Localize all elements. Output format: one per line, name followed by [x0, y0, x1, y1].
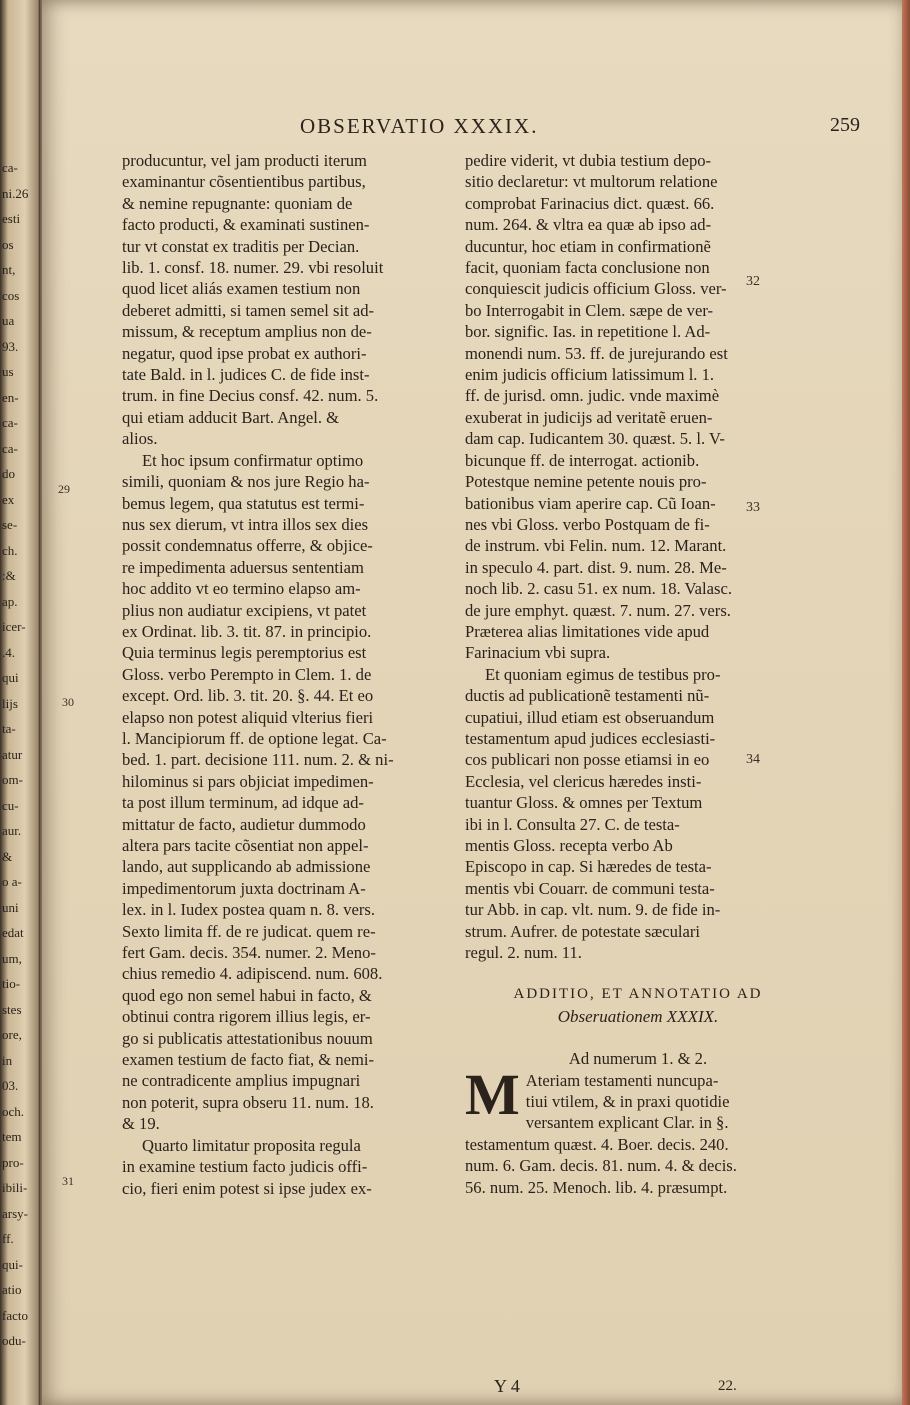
addition-line: num. 6. Gam. decis. 81. num. 4. & decis. — [465, 1156, 737, 1176]
text-line: Farinacium vbi supra. — [465, 643, 611, 663]
sliver-fragment: in — [2, 1052, 13, 1068]
sliver-fragment: stes — [2, 1001, 22, 1017]
sliver-fragment: icer- — [2, 619, 26, 634]
text-line: impedimentorum juxta doctrinam A- — [122, 878, 366, 898]
text-line: simili, quoniam & nos jure Regio ha- — [122, 472, 370, 492]
text-line: bemus legem, qua statutus est termi- — [122, 493, 365, 513]
text-line: nes vbi Gloss. verbo Postquam de fi- — [465, 514, 710, 534]
addition-body — [465, 1061, 811, 1198]
sliver-fragment: edat — [2, 925, 24, 940]
sliver-fragment: lijs — [2, 695, 18, 711]
text-line: & 19. — [122, 1114, 160, 1134]
sliver-fragment: os — [2, 236, 14, 252]
sliver-fragment: ap. — [2, 593, 18, 609]
text-line: cupatiui, illud etiam est obseruandum — [465, 707, 715, 727]
signature-mark: Y 4 — [494, 1376, 520, 1396]
text-line: ductis ad publicationẽ testamenti nũ- — [465, 686, 710, 706]
text-line: mittatur de facto, audietur dummodo — [122, 814, 366, 834]
text-line: except. Ord. lib. 3. tit. 20. §. 44. Et eo — [122, 686, 374, 706]
text-line: bo Interrogabit in Clem. sæpe de ver- — [465, 300, 714, 320]
text-line: testamentum apud judices ecclesiasti- — [465, 728, 716, 748]
addition-line: tiui vtilem, & in praxi quotidie — [525, 1092, 730, 1112]
sliver-fragment: cu- — [2, 797, 19, 813]
sliver-fragment: aur. — [2, 823, 22, 838]
text-line: bed. 1. part. decisione 111. num. 2. & ni- — [122, 750, 394, 770]
text-line: obtinui contra rigorem illius legis, er- — [122, 1007, 371, 1027]
text-line: mentis Gloss. recepta verbo Ab — [465, 836, 673, 855]
margin-number-33: 33 — [746, 500, 760, 515]
margin-number-29: 29 — [58, 482, 70, 496]
sliver-fragment: ff. — [2, 1231, 14, 1246]
sliver-fragment: en- — [2, 389, 19, 405]
text-line: ibi in l. Consulta 27. C. de testa- — [465, 814, 680, 834]
sliver-fragment: 03. — [2, 1078, 19, 1093]
sliver-fragment: do — [2, 466, 15, 481]
addition-subtitle: Obseruationem XXXIX. — [557, 1006, 719, 1026]
sliver-fragment: ex — [2, 491, 15, 507]
addition-line: testamentum quæst. 4. Boer. decis. 240. — [465, 1134, 729, 1154]
sliver-fragment: pro- — [2, 1154, 24, 1170]
sliver-fragment: uni — [2, 899, 19, 915]
text-line: examinantur cõsentientibus partibus, — [122, 172, 366, 192]
text-line: negatur, quod ipse probat ex authori- — [122, 343, 367, 363]
sliver-fragment: ore, — [2, 1027, 22, 1042]
sliver-fragment: ca- — [2, 440, 18, 456]
text-line: dam cap. Iudicantem 30. quæst. 5. l. V- — [465, 429, 725, 449]
sliver-fragment: ca- — [2, 160, 18, 175]
text-line: Gloss. verbo Perempto in Clem. 1. de — [122, 664, 372, 684]
sliver-fragment: qui- — [2, 1256, 23, 1272]
sliver-fragment: och. — [2, 1103, 25, 1119]
text-line: de instrum. vbi Felin. num. 12. Marant. — [465, 536, 727, 556]
margin-number-31: 31 — [62, 1174, 74, 1188]
text-line: go si publicatis attestationibus nouum — [122, 1028, 373, 1048]
text-line: Sexto limita ff. de re judicat. quem re- — [122, 921, 376, 941]
text-line: ff. de jurisd. omn. judic. vnde maximè — [465, 386, 720, 406]
book-page — [42, 0, 908, 1405]
folio-number: 259 — [830, 114, 860, 136]
running-header — [300, 114, 860, 144]
sliver-fragment: arsy- — [2, 1205, 28, 1221]
text-line: tate Bald. in l. judices C. de fide inst- — [122, 365, 370, 385]
text-line: altera pars tacite cõsentiat non appel- — [122, 836, 369, 855]
facing-page-sliver — [0, 0, 40, 1405]
sliver-fragment: ca- — [2, 415, 18, 430]
left-column — [122, 150, 439, 1199]
right-column — [465, 150, 811, 1198]
margin-number-34: 34 — [746, 752, 760, 767]
text-line: tuantur Gloss. & omnes per Textum — [465, 793, 703, 813]
text-line: facto producti, & examinati sustinen- — [122, 215, 370, 235]
sliver-fragment: .4. — [2, 644, 15, 660]
text-line: quod ego non semel habui in facto, & — [122, 985, 372, 1005]
addition-line: Ateriam testamenti nuncupa- — [525, 1070, 719, 1090]
text-line: chius remedio 4. adipiscend. num. 608. — [122, 964, 383, 984]
catchword: 22. — [718, 1378, 737, 1394]
text-line: re impedimenta aduersus sententiam — [122, 557, 364, 577]
text-line: de jure emphyt. quæst. 7. num. 27. vers. — [465, 600, 731, 620]
sliver-fragment: um, — [2, 950, 22, 966]
addition-line: versantem explicant Clar. in §. — [525, 1113, 729, 1133]
text-line: pedire viderit, vt dubia testium depo- — [465, 151, 712, 170]
sliver-fragment: nt, — [2, 262, 16, 277]
text-line: deberet admitti, si tamen semel sit ad- — [122, 300, 375, 320]
sliver-fragment: tem — [2, 1129, 22, 1144]
text-line: Et quoniam egimus de testibus pro- — [485, 664, 721, 684]
text-line: facit, quoniam facta conclusione non — [465, 258, 710, 278]
text-line: exuberat in judicijs ad veritatẽ eruen- — [465, 407, 713, 427]
text-line: conquiescit judicis officium Gloss. ver- — [465, 279, 727, 299]
text-line: lando, aut supplicando ab admissione — [122, 857, 371, 877]
text-line: mentis vbi Couarr. de communi testa- — [465, 878, 715, 898]
sliver-fragment: 93. — [2, 338, 19, 354]
margin-number-30: 30 — [62, 695, 74, 709]
text-line: nus sex dierum, vt intra illos sex dies — [122, 514, 369, 534]
text-line: hoc addito vt eo termino elapso am- — [122, 579, 361, 599]
text-line: qui etiam adducit Bart. Angel. & — [122, 407, 340, 427]
text-line: bicunque ff. de interrogat. actionib. — [465, 450, 700, 470]
sliver-fragment: ibili- — [2, 1180, 28, 1195]
sliver-fragment: :& — [2, 568, 16, 583]
text-line: Potestque nemine petente nouis pro- — [465, 472, 707, 492]
sliver-fragment: facto — [2, 1307, 28, 1323]
sliver-fragment: us — [2, 364, 14, 379]
text-line: l. Mancipiorum ff. de optione legat. Ca- — [122, 728, 387, 748]
text-line: quod licet aliás examen testium non — [122, 279, 361, 299]
text-line: noch lib. 2. casu 51. ex num. 18. Valasc. — [465, 579, 732, 599]
sliver-fragment: odu- — [2, 1333, 26, 1348]
text-line: regul. 2. num. 11. — [465, 943, 582, 963]
text-line: cio, fieri enim potest si ipse judex ex- — [122, 1178, 372, 1198]
text-line: missum, & receptum amplius non de- — [122, 322, 372, 342]
text-line: plius non audiatur excipiens, vt patet — [122, 600, 367, 620]
text-line: lib. 1. consf. 18. numer. 29. vbi resoluit — [122, 258, 384, 278]
ad-numerum: Ad numerum 1. & 2. — [568, 1049, 708, 1069]
text-line: alios. — [122, 429, 158, 449]
running-title: OBSERVATIO XXXIX. — [300, 114, 539, 138]
sliver-fragment: om- — [2, 772, 23, 787]
text-line: & nemine repugnante: quoniam de — [122, 193, 353, 213]
text-line: ducuntur, hoc etiam in confirmationẽ — [465, 236, 711, 256]
text-line: in speculo 4. part. dist. 9. num. 28. Me- — [465, 557, 727, 577]
text-line: elapso non potest aliquid vlterius fieri — [122, 707, 374, 727]
text-line: non poterit, supra obseru 11. num. 18. — [122, 1092, 374, 1112]
sliver-fragment: tio- — [2, 976, 21, 991]
text-line: in examine testium facto judicis offi- — [122, 1157, 368, 1177]
text-line: bor. signific. Ias. in repetitione l. Ad- — [465, 322, 711, 342]
text-line: fert Gam. decis. 354. numer. 2. Meno- — [122, 943, 376, 963]
sliver-fragment: esti — [2, 211, 21, 226]
sliver-fragment: ua — [2, 313, 15, 328]
sliver-fragment: & — [2, 848, 13, 864]
addition-line: 56. num. 25. Menoch. lib. 4. præsumpt. — [465, 1177, 728, 1197]
sliver-fragment: ni.26 — [2, 185, 29, 201]
text-line: trum. in fine Decius consf. 42. num. 5. — [122, 386, 379, 406]
text-line: Quarto limitatur proposita regula — [142, 1135, 361, 1155]
text-line: Ecclesia, vel clericus hæredes insti- — [465, 771, 702, 791]
text-line: Præterea alias limitationes vide apud — [465, 621, 710, 641]
drop-cap: M — [465, 1061, 520, 1127]
text-line: monendi num. 53. ff. de jurejurando est — [465, 343, 728, 363]
text-line: comprobat Farinacius dict. quæst. 66. — [465, 193, 715, 213]
text-line: tur vt constat ex traditis per Decian. — [122, 236, 360, 256]
text-line: ex Ordinat. lib. 3. tit. 87. in principio. — [122, 621, 372, 641]
text-line: enim judicis officium latissimum l. 1. — [465, 365, 715, 385]
sliver-fragment: cos — [2, 287, 20, 303]
text-line: producuntur, vel jam producti iterum — [122, 151, 367, 170]
text-line: bationibus viam aperire cap. Cũ Ioan- — [465, 493, 716, 513]
text-line: lex. in l. Iudex postea quam n. 8. vers. — [122, 900, 375, 920]
text-line: num. 264. & vltra ea quæ ab ipso ad- — [465, 215, 712, 235]
text-line: ne contradicente amplius impugnari — [122, 1071, 361, 1091]
text-line: Et hoc ipsum confirmatur optimo — [142, 450, 364, 470]
text-line: sitio declaretur: vt multorum relatione — [465, 172, 718, 192]
text-line: strum. Aufrer. de potestate sæculari — [465, 921, 701, 941]
text-line: cos publicari non posse etiamsi in eo — [465, 750, 710, 770]
text-line: Quia terminus legis peremptorius est — [122, 643, 367, 663]
text-line: ta post illum terminum, ad idque ad- — [122, 793, 364, 813]
sliver-fragment: qui — [2, 670, 19, 685]
text-line: tur Abb. in cap. vlt. num. 9. de fide in- — [465, 900, 721, 920]
sliver-fragment: se- — [2, 517, 18, 532]
text-line: examen testium de facto fiat, & nemi- — [122, 1050, 375, 1070]
text-line: possit condemnatus offerre, & objice- — [122, 536, 373, 556]
sliver-fragment: ch. — [2, 542, 18, 558]
text-line: Episcopo in cap. Si hæredes de testa- — [465, 857, 712, 877]
addition-title: ADDITIO, ET ANNOTATIO AD — [513, 986, 763, 1003]
sliver-fragment: atio — [2, 1282, 22, 1297]
sliver-fragment: atur — [2, 746, 23, 762]
sliver-fragment: ta- — [2, 721, 16, 736]
right-page-edge — [902, 0, 910, 1405]
margin-number-32: 32 — [746, 274, 760, 289]
sliver-fragment: o a- — [2, 874, 22, 889]
text-line: hilominus si pars objiciat impedimen- — [122, 771, 374, 791]
